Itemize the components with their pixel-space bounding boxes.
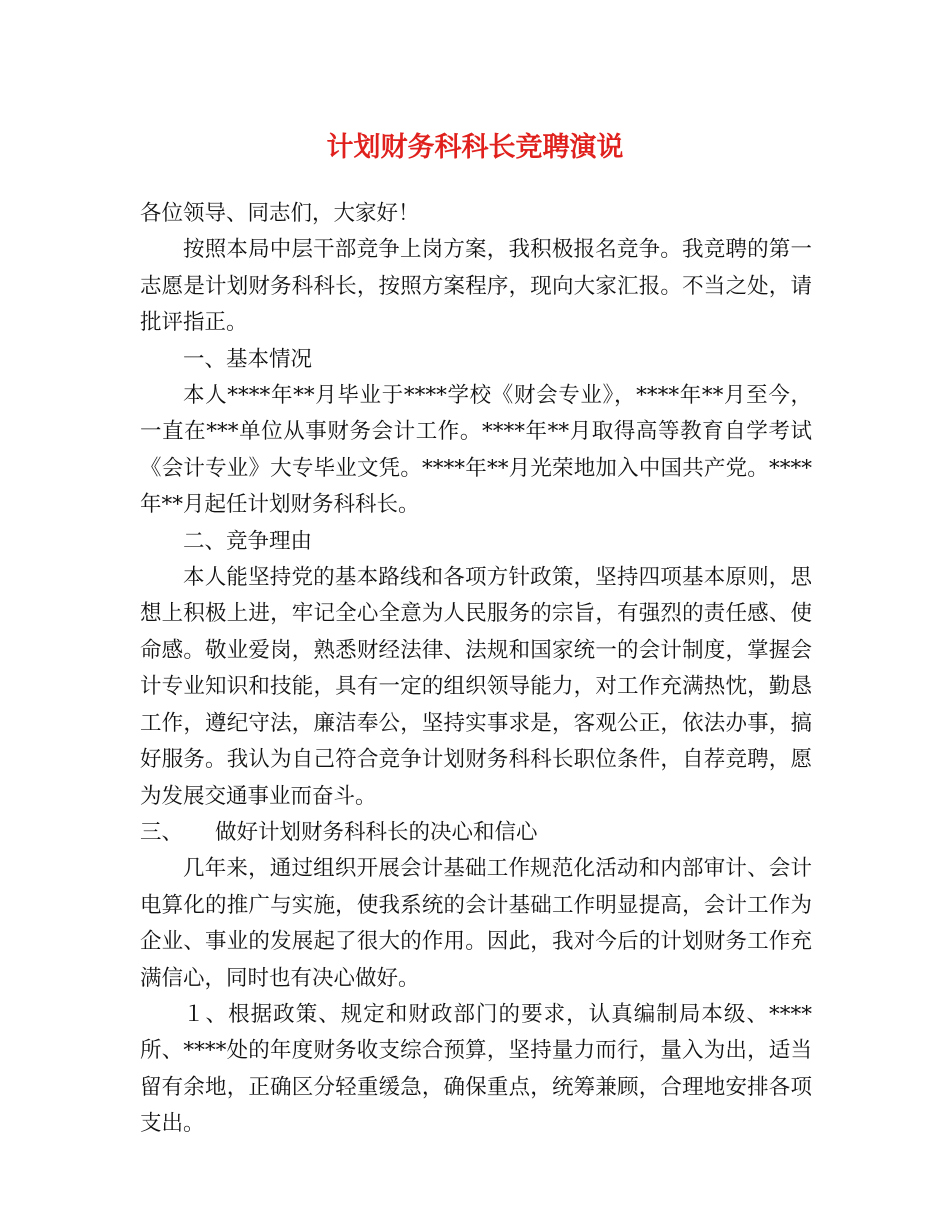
item-1-paragraph: １、根据政策、规定和财政部门的要求，认真编制局本级、****所、****处的年度财务收支综合预算，坚持量力而行，量入为出，适当留有余地，正确区分轻重缓急，确保重点，统筹兼顾，合理地安排各项支出。 [140, 1001, 812, 1137]
greeting: 各位领导、同志们，大家好！ [140, 201, 420, 226]
section1-heading: 一、基本情况 [183, 346, 313, 372]
document-title: 计划财务科科长竞聘演说 [326, 132, 624, 163]
section3-heading [140, 815, 812, 851]
section1-paragraph: 本人****年**月毕业于****学校《财会专业》，****年**月至今，一直在***单位从事财务会计工作。****年**月取得高等教育自学考试《会计专业》大专毕业文凭。****年**月光荣地加入中国共产党。****年**月起任计划财务科科长。 [140, 383, 812, 518]
section3-paragraph: 几年来，通过组织开展会计基础工作规范化活动和内部审计、会计电算化的推广与实施，使我系统的会计基础工作明显提高，会计工作为企业、事业的发展起了很大的作用。因此，我对今后的计划财务工作充满信心，同时也有决心做好。 [140, 856, 812, 991]
section2-paragraph: 本人能坚持党的基本路线和各项方针政策，坚持四项基本原则，思想上积极上进，牢记全心全意为人民服务的宗旨，有强烈的责任感、使命感。敬业爱岗，熟悉财经法律、法规和国家统一的会计制度，掌握会计专业知识和技能，具有一定的组织领导能力，对工作充满热忱，勤恳工作，遵纪守法，廉洁奉公，坚持实事求是，客观公正，依法办事，搞好服务。我认为自己符合竞争计划财务科科长职位条件，自荐竞聘，愿为发展交通事业而奋斗。 [140, 565, 812, 809]
document-body [140, 196, 812, 1143]
section3-number: 三、 [140, 819, 184, 845]
section2-heading: 二、竞争理由 [183, 528, 313, 554]
section3-title: 做好计划财务科科长的决心和信心 [215, 819, 538, 845]
intro-paragraph: 按照本局中层干部竞争上岗方案，我积极报名竞争。我竞聘的第一志愿是计划财务科科长，按照方案程序，现向大家汇报。不当之处，请批评指正。 [140, 237, 812, 336]
